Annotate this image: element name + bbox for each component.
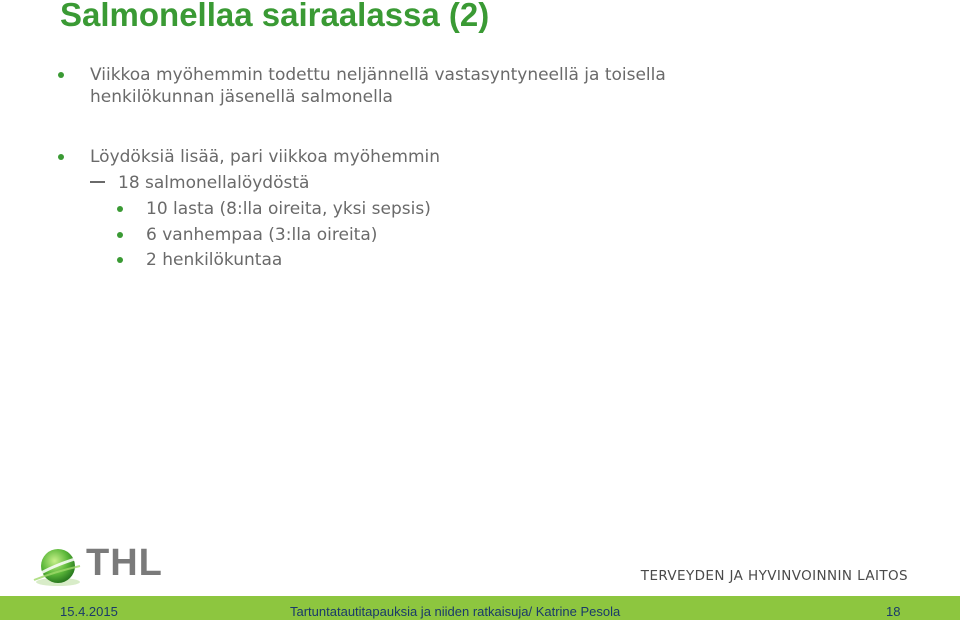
sub-bullet-text: 18 salmonellalöydöstä [118,173,310,193]
dash-marker [90,181,105,183]
bullet-marker [117,206,123,212]
bullet-text: Viikkoa myöhemmin todettu neljännellä vastasyntyneellä ja toisella [90,65,666,85]
sub-sub-bullet-text: 10 lasta (8:lla oireita, yksi sepsis) [146,199,431,219]
page-number: 18 [886,604,901,619]
sub-sub-bullet-text: 2 henkilökuntaa [146,250,283,270]
bullet-marker [117,257,123,263]
bullet-marker [58,154,64,160]
sub-sub-bullet-text: 6 vanhempaa (3:lla oireita) [146,225,378,245]
thl-logo-text: THL [86,542,163,584]
institute-name: TERVEYDEN JA HYVINVOINNIN LAITOS [640,568,908,584]
bullet-marker [117,232,123,238]
footer-title: Tartuntatautitapauksia ja niiden ratkaisuja/ Katrine Pesola [290,604,621,619]
bullet-text: Löydöksiä lisää, pari viikkoa myöhemmin [90,147,441,167]
bullet-text: henkilökunnan jäsenellä salmonella [90,87,393,107]
bullet-marker [58,72,64,78]
footer-date: 15.4.2015 [60,604,118,619]
slide-title: Salmonellaa sairaalassa (2) [60,0,490,33]
